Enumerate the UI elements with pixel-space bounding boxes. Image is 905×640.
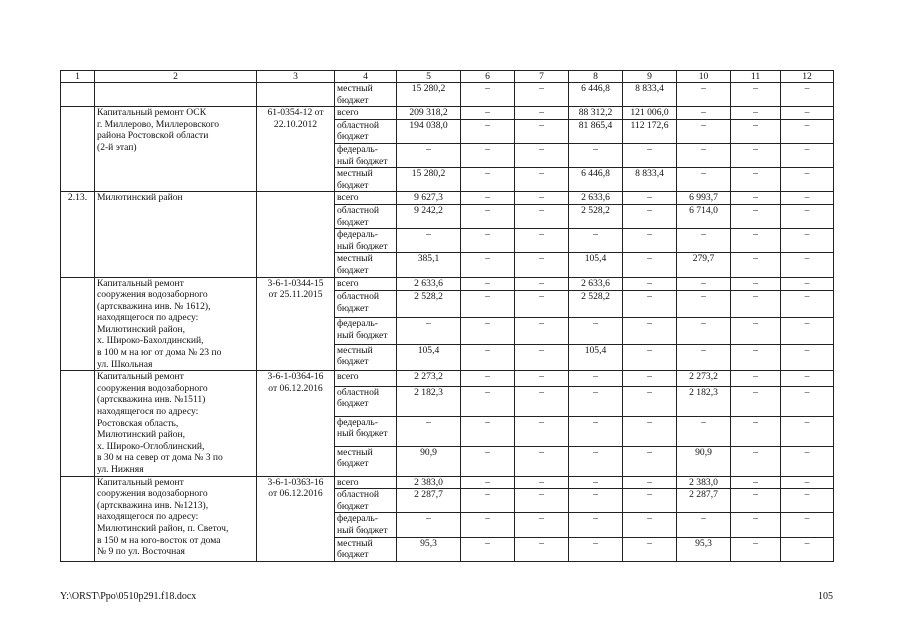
value-cell-col-12: – xyxy=(781,344,834,371)
value-cell-col-10: 2 383,0 xyxy=(677,476,731,489)
value-cell-col-12: – xyxy=(781,204,834,228)
budget-type-cell: федераль- ный бюджет xyxy=(335,416,397,446)
value-cell-col-7: – xyxy=(515,446,569,476)
budget-type-cell: федераль- ный бюджет xyxy=(335,229,397,253)
value-cell-col-8: – xyxy=(569,229,623,253)
budget-type-cell: всего xyxy=(335,371,397,387)
value-cell-col-6: – xyxy=(461,253,515,277)
value-cell-col-9: – xyxy=(623,537,677,561)
value-cell-col-9: 121 006,0 xyxy=(623,107,677,120)
value-cell-col-10: – xyxy=(677,291,731,318)
value-cell-col-8: – xyxy=(569,143,623,167)
value-cell-col-9: – xyxy=(623,476,677,489)
value-cell-col-10: – xyxy=(677,277,731,291)
value-cell-col-7: – xyxy=(515,229,569,253)
value-cell-col-11: – xyxy=(731,446,781,476)
value-cell-col-11: – xyxy=(731,537,781,561)
value-cell-col-10: – xyxy=(677,416,731,446)
value-cell-col-5: 90,9 xyxy=(397,446,461,476)
value-cell-col-8: 6 446,8 xyxy=(569,168,623,192)
value-cell-col-9: – xyxy=(623,192,677,205)
value-cell-col-7: – xyxy=(515,119,569,143)
value-cell-col-9: – xyxy=(623,277,677,291)
value-cell-col-6: – xyxy=(461,386,515,416)
value-cell-col-8: 6 446,8 xyxy=(569,83,623,107)
value-cell-col-8: – xyxy=(569,476,623,489)
value-cell-col-10: – xyxy=(677,107,731,120)
value-cell-col-7: – xyxy=(515,513,569,537)
budget-type-cell: областной бюджет xyxy=(335,204,397,228)
column-header-6: 6 xyxy=(461,71,515,83)
value-cell-col-12: – xyxy=(781,119,834,143)
budget-type-cell: областной бюджет xyxy=(335,489,397,513)
value-cell-col-11: – xyxy=(731,344,781,371)
value-cell-col-12: – xyxy=(781,386,834,416)
value-cell-col-8: 2 528,2 xyxy=(569,291,623,318)
value-cell-col-11: – xyxy=(731,119,781,143)
value-cell-col-7: – xyxy=(515,107,569,120)
value-cell-col-7: – xyxy=(515,317,569,344)
value-cell-col-10: 6 714,0 xyxy=(677,204,731,228)
value-cell-col-7: – xyxy=(515,277,569,291)
value-cell-col-6: – xyxy=(461,83,515,107)
value-cell-col-8: – xyxy=(569,537,623,561)
row-number-cell xyxy=(61,277,95,371)
value-cell-col-6: – xyxy=(461,229,515,253)
table-row xyxy=(61,476,834,489)
value-cell-col-6: – xyxy=(461,277,515,291)
value-cell-col-8: – xyxy=(569,446,623,476)
column-header-10: 10 xyxy=(677,71,731,83)
budget-table xyxy=(60,70,834,562)
value-cell-col-5: – xyxy=(397,416,461,446)
value-cell-col-12: – xyxy=(781,253,834,277)
value-cell-col-10: – xyxy=(677,513,731,537)
value-cell-col-6: – xyxy=(461,446,515,476)
budget-type-cell: местный бюджет xyxy=(335,83,397,107)
value-cell-col-12: – xyxy=(781,83,834,107)
value-cell-col-9: – xyxy=(623,317,677,344)
value-cell-col-6: – xyxy=(461,513,515,537)
budget-type-cell: местный бюджет xyxy=(335,168,397,192)
value-cell-col-12: – xyxy=(781,537,834,561)
value-cell-col-10: – xyxy=(677,119,731,143)
column-header-2: 2 xyxy=(95,71,257,83)
column-header-9: 9 xyxy=(623,71,677,83)
value-cell-col-7: – xyxy=(515,476,569,489)
value-cell-col-8: 2 633,6 xyxy=(569,277,623,291)
value-cell-col-11: – xyxy=(731,317,781,344)
value-cell-col-5: 2 273,2 xyxy=(397,371,461,387)
budget-type-cell: федераль- ный бюджет xyxy=(335,317,397,344)
row-number-cell xyxy=(61,476,95,561)
value-cell-col-6: – xyxy=(461,119,515,143)
value-cell-col-9: – xyxy=(623,371,677,387)
row-number-cell xyxy=(61,107,95,192)
document-ref-cell: 3-6-1-0363-16 от 06.12.2016 xyxy=(257,476,335,561)
value-cell-col-7: – xyxy=(515,371,569,387)
budget-type-cell: местный бюджет xyxy=(335,537,397,561)
row-number-cell: 2.13. xyxy=(61,192,95,277)
value-cell-col-6: – xyxy=(461,168,515,192)
value-cell-col-8: 105,4 xyxy=(569,344,623,371)
value-cell-col-11: – xyxy=(731,291,781,318)
table-body xyxy=(61,83,834,562)
budget-type-cell: всего xyxy=(335,476,397,489)
value-cell-col-12: – xyxy=(781,416,834,446)
value-cell-col-11: – xyxy=(731,253,781,277)
document-ref-cell: 3-6-1-0364-16 от 06.12.2016 xyxy=(257,371,335,476)
value-cell-col-12: – xyxy=(781,143,834,167)
value-cell-col-11: – xyxy=(731,416,781,446)
object-description-cell: Капитальный ремонт сооружения водозаборного (артскважина инв. №1511) находящегося по адресу: Ростовская область, Милютинский район, х. Широко-Оглоблинский, в 30 м на север от дома № 3 по ул. Нижняя xyxy=(95,371,257,476)
value-cell-col-11: – xyxy=(731,489,781,513)
value-cell-col-9: – xyxy=(623,204,677,228)
value-cell-col-8: 88 312,2 xyxy=(569,107,623,120)
column-header-4: 4 xyxy=(335,71,397,83)
budget-type-cell: местный бюджет xyxy=(335,446,397,476)
column-header-3: 3 xyxy=(257,71,335,83)
value-cell-col-9: 8 833,4 xyxy=(623,83,677,107)
value-cell-col-9: – xyxy=(623,513,677,537)
value-cell-col-5: 2 287,7 xyxy=(397,489,461,513)
table-row xyxy=(61,371,834,387)
value-cell-col-10: 6 993,7 xyxy=(677,192,731,205)
value-cell-col-7: – xyxy=(515,416,569,446)
value-cell-col-12: – xyxy=(781,476,834,489)
value-cell-col-6: – xyxy=(461,192,515,205)
column-header-1: 1 xyxy=(61,71,95,83)
value-cell-col-10: – xyxy=(677,143,731,167)
value-cell-col-5: 209 318,2 xyxy=(397,107,461,120)
table-row xyxy=(61,83,834,107)
value-cell-col-5: 2 528,2 xyxy=(397,291,461,318)
value-cell-col-5: – xyxy=(397,143,461,167)
budget-type-cell: всего xyxy=(335,277,397,291)
value-cell-col-10: 95,3 xyxy=(677,537,731,561)
value-cell-col-11: – xyxy=(731,168,781,192)
value-cell-col-7: – xyxy=(515,168,569,192)
value-cell-col-8: – xyxy=(569,489,623,513)
value-cell-col-11: – xyxy=(731,371,781,387)
value-cell-col-9: – xyxy=(623,446,677,476)
value-cell-col-6: – xyxy=(461,344,515,371)
value-cell-col-5: 95,3 xyxy=(397,537,461,561)
value-cell-col-9: – xyxy=(623,344,677,371)
value-cell-col-10: 2 182,3 xyxy=(677,386,731,416)
value-cell-col-10: – xyxy=(677,83,731,107)
budget-type-cell: областной бюджет xyxy=(335,386,397,416)
budget-type-cell: всего xyxy=(335,192,397,205)
value-cell-col-10: – xyxy=(677,344,731,371)
row-number-cell xyxy=(61,83,95,107)
value-cell-col-5: 2 182,3 xyxy=(397,386,461,416)
document-ref-cell: 3-6-1-0344-15 от 25.11.2015 xyxy=(257,277,335,371)
value-cell-col-6: – xyxy=(461,204,515,228)
value-cell-col-10: 90,9 xyxy=(677,446,731,476)
budget-type-cell: местный бюджет xyxy=(335,344,397,371)
value-cell-col-10: 279,7 xyxy=(677,253,731,277)
value-cell-col-12: – xyxy=(781,446,834,476)
value-cell-col-6: – xyxy=(461,371,515,387)
value-cell-col-12: – xyxy=(781,291,834,318)
value-cell-col-9: – xyxy=(623,416,677,446)
value-cell-col-12: – xyxy=(781,229,834,253)
value-cell-col-6: – xyxy=(461,416,515,446)
value-cell-col-11: – xyxy=(731,386,781,416)
value-cell-col-11: – xyxy=(731,277,781,291)
value-cell-col-9: – xyxy=(623,489,677,513)
object-description-cell xyxy=(95,83,257,107)
row-number-cell xyxy=(61,371,95,476)
value-cell-col-12: – xyxy=(781,513,834,537)
value-cell-col-9: – xyxy=(623,253,677,277)
value-cell-col-5: – xyxy=(397,317,461,344)
column-header-7: 7 xyxy=(515,71,569,83)
value-cell-col-9: – xyxy=(623,143,677,167)
value-cell-col-5: 2 633,6 xyxy=(397,277,461,291)
value-cell-col-8: – xyxy=(569,371,623,387)
value-cell-col-8: 105,4 xyxy=(569,253,623,277)
value-cell-col-5: 9 242,2 xyxy=(397,204,461,228)
value-cell-col-9: – xyxy=(623,229,677,253)
value-cell-col-11: – xyxy=(731,192,781,205)
budget-type-cell: федераль- ный бюджет xyxy=(335,513,397,537)
value-cell-col-12: – xyxy=(781,277,834,291)
budget-type-cell: областной бюджет xyxy=(335,291,397,318)
value-cell-col-9: 112 172,6 xyxy=(623,119,677,143)
value-cell-col-11: – xyxy=(731,204,781,228)
value-cell-col-7: – xyxy=(515,344,569,371)
value-cell-col-6: – xyxy=(461,537,515,561)
value-cell-col-7: – xyxy=(515,204,569,228)
value-cell-col-11: – xyxy=(731,107,781,120)
document-ref-cell xyxy=(257,192,335,277)
value-cell-col-8: – xyxy=(569,317,623,344)
value-cell-col-11: – xyxy=(731,83,781,107)
value-cell-col-5: 15 280,2 xyxy=(397,168,461,192)
value-cell-col-12: – xyxy=(781,192,834,205)
value-cell-col-10: – xyxy=(677,229,731,253)
value-cell-col-6: – xyxy=(461,317,515,344)
table-row xyxy=(61,107,834,120)
value-cell-col-7: – xyxy=(515,386,569,416)
budget-type-cell: федераль- ный бюджет xyxy=(335,143,397,167)
value-cell-col-5: – xyxy=(397,513,461,537)
value-cell-col-5: 105,4 xyxy=(397,344,461,371)
column-header-11: 11 xyxy=(731,71,781,83)
value-cell-col-12: – xyxy=(781,489,834,513)
value-cell-col-5: 2 383,0 xyxy=(397,476,461,489)
value-cell-col-10: 2 273,2 xyxy=(677,371,731,387)
value-cell-col-6: – xyxy=(461,489,515,513)
value-cell-col-6: – xyxy=(461,107,515,120)
value-cell-col-10: 2 287,7 xyxy=(677,489,731,513)
value-cell-col-6: – xyxy=(461,143,515,167)
value-cell-col-8: – xyxy=(569,416,623,446)
value-cell-col-7: – xyxy=(515,143,569,167)
value-cell-col-9: – xyxy=(623,386,677,416)
value-cell-col-6: – xyxy=(461,291,515,318)
value-cell-col-11: – xyxy=(731,143,781,167)
table-row xyxy=(61,192,834,205)
object-description-cell: Милютинский район xyxy=(95,192,257,277)
value-cell-col-9: 8 833,4 xyxy=(623,168,677,192)
value-cell-col-5: 15 280,2 xyxy=(397,83,461,107)
object-description-cell: Капитальный ремонт сооружения водозаборного (артскважина инв. №1213), находящегося по адресу: Милютинский район, п. Светоч, в 150 м на юго-восток от дома № 9 по ул. Восточная xyxy=(95,476,257,561)
value-cell-col-8: – xyxy=(569,386,623,416)
value-cell-col-7: – xyxy=(515,291,569,318)
object-description-cell: Капитальный ремонт ОСК г. Миллерово, Миллеровского района Ростовской области (2-й этап) xyxy=(95,107,257,192)
value-cell-col-8: 81 865,4 xyxy=(569,119,623,143)
object-description-cell: Капитальный ремонт сооружения водозаборного (артскважина инв. № 1612), находящегося по адресу: Милютинский район, х. Широко-Бахолдинский, в 100 м на юг от дома № 23 по ул. Школьная xyxy=(95,277,257,371)
value-cell-col-7: – xyxy=(515,489,569,513)
value-cell-col-7: – xyxy=(515,537,569,561)
value-cell-col-11: – xyxy=(731,476,781,489)
value-cell-col-12: – xyxy=(781,107,834,120)
value-cell-col-11: – xyxy=(731,513,781,537)
table-row xyxy=(61,277,834,291)
value-cell-col-8: 2 528,2 xyxy=(569,204,623,228)
value-cell-col-7: – xyxy=(515,253,569,277)
column-header-8: 8 xyxy=(569,71,623,83)
value-cell-col-11: – xyxy=(731,229,781,253)
value-cell-col-12: – xyxy=(781,317,834,344)
value-cell-col-10: – xyxy=(677,317,731,344)
value-cell-col-7: – xyxy=(515,83,569,107)
value-cell-col-5: – xyxy=(397,229,461,253)
value-cell-col-9: – xyxy=(623,291,677,318)
page-number: 105 xyxy=(818,591,833,602)
value-cell-col-12: – xyxy=(781,168,834,192)
value-cell-col-5: 194 038,0 xyxy=(397,119,461,143)
value-cell-col-12: – xyxy=(781,371,834,387)
value-cell-col-7: – xyxy=(515,192,569,205)
budget-type-cell: местный бюджет xyxy=(335,253,397,277)
budget-type-cell: всего xyxy=(335,107,397,120)
footer-file-path: Y:\ORST\Ppo\0510p291.f18.docx xyxy=(60,591,197,602)
column-header-5: 5 xyxy=(397,71,461,83)
document-ref-cell: 61-0354-12 от 22.10.2012 xyxy=(257,107,335,192)
value-cell-col-8: 2 633,6 xyxy=(569,192,623,205)
value-cell-col-6: – xyxy=(461,476,515,489)
value-cell-col-5: 9 627,3 xyxy=(397,192,461,205)
budget-type-cell: областной бюджет xyxy=(335,119,397,143)
value-cell-col-10: – xyxy=(677,168,731,192)
value-cell-col-5: 385,1 xyxy=(397,253,461,277)
table-header-row xyxy=(61,71,834,83)
value-cell-col-8: – xyxy=(569,513,623,537)
document-ref-cell xyxy=(257,83,335,107)
column-header-12: 12 xyxy=(781,71,834,83)
